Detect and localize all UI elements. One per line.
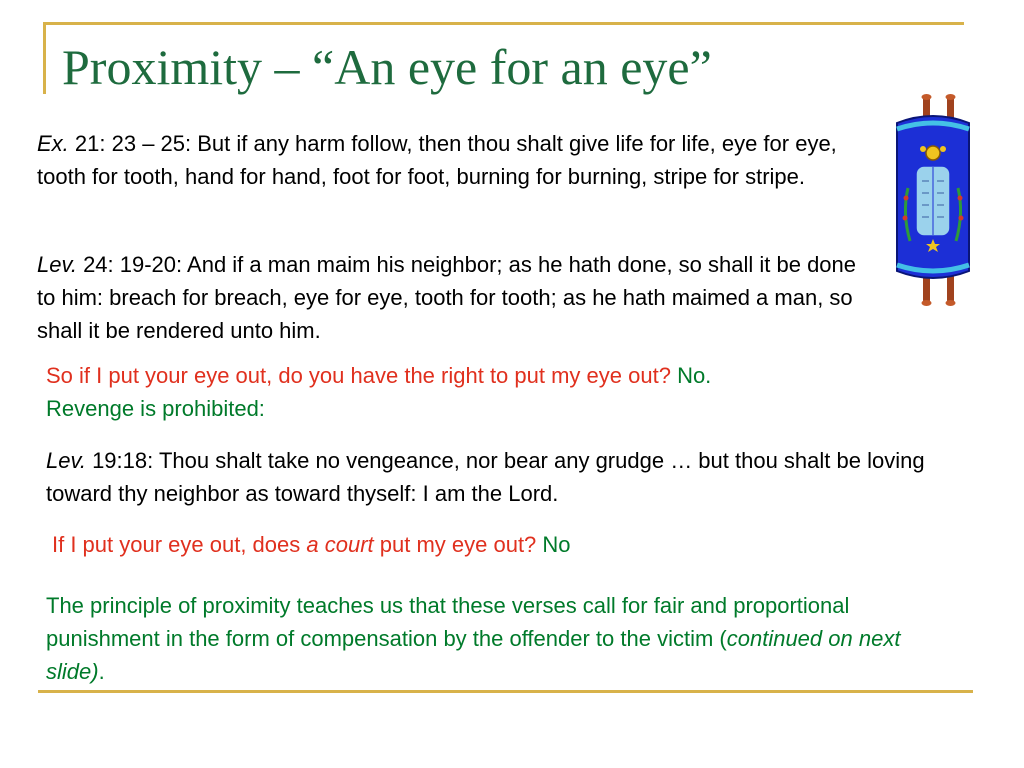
revenge-prohibited: Revenge is prohibited: bbox=[46, 396, 265, 421]
principle-end: . bbox=[98, 659, 105, 684]
lev19-ref: Lev. bbox=[46, 448, 86, 473]
title-frame-top bbox=[43, 22, 964, 25]
exodus-ref: Ex. bbox=[37, 131, 69, 156]
leviticus-24-quote bbox=[37, 248, 877, 347]
torah-scroll-icon bbox=[892, 93, 974, 308]
title-frame-left bbox=[43, 22, 46, 94]
exodus-text: 21: 23 – 25: But if any harm follow, then thou shalt give life for life, eye for eye, tooth for tooth, hand for hand, foot for foot, burning for burning, stripe for stripe. bbox=[37, 131, 837, 189]
question-2-em: a court bbox=[306, 532, 374, 557]
question-2-post: put my eye out? bbox=[373, 532, 543, 557]
principle-paragraph bbox=[46, 589, 946, 688]
leviticus-19-quote bbox=[46, 444, 976, 510]
principle-text: The principle of proximity teaches us that these verses call for fair and proportional punishment in the form of compensation by the offender to the victim ( bbox=[46, 593, 850, 651]
lev24-text: 24: 19-20: And if a man maim his neighbor; as he hath done, so shall it be done to him: breach for breach, eye for eye, tooth for tooth; as he hath maimed a man, so shall it be rendered unto him. bbox=[37, 252, 857, 343]
question-1 bbox=[46, 359, 926, 425]
question-1-text: So if I put your eye out, do you have the right to put my eye out? bbox=[46, 363, 678, 388]
lev24-ref: Lev. bbox=[37, 252, 77, 277]
question-2-answer: No bbox=[542, 532, 571, 557]
exodus-quote bbox=[37, 127, 877, 193]
slide-title: Proximity – “An eye for an eye” bbox=[62, 39, 712, 95]
question-1-answer: No. bbox=[677, 363, 712, 388]
question-2 bbox=[52, 528, 932, 561]
lev19-text: 19:18: Thou shalt take no vengeance, nor bear any grudge … but thou shalt be loving toward thy neighbor as toward thyself: I am the Lord. bbox=[46, 448, 925, 506]
bottom-rule bbox=[38, 690, 973, 693]
principle-em: continued on next slide) bbox=[46, 626, 901, 684]
question-2-pre: If I put your eye out, does bbox=[52, 532, 307, 557]
